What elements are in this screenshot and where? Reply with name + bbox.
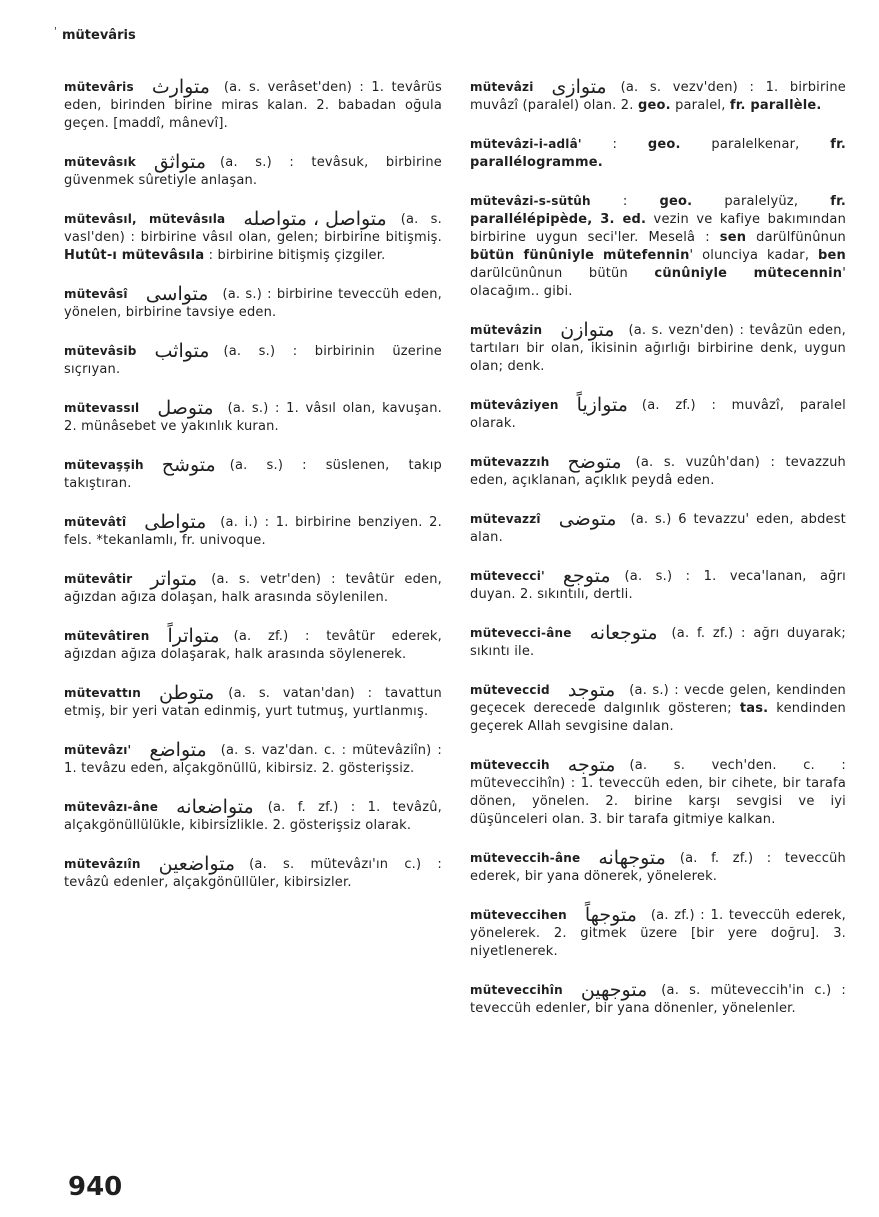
entry-headword: müteveccihîn: [470, 983, 563, 997]
entry-emphasis: fr. parallélépipède, 3. ed.: [470, 194, 846, 227]
entry-headword: mütevâsıl, mütevâsıla: [64, 212, 226, 226]
entry-emphasis: Hutût-ı mütevâsıla: [64, 248, 205, 263]
entry-definition: paralel,: [670, 98, 730, 113]
dictionary-entry: [470, 396, 846, 433]
entry-arabic-script: متوجهانه: [598, 847, 666, 869]
entry-headword: müteveccih-âne: [470, 851, 581, 865]
entry-definition: (a. s. vuzûh'dan) : tevazzuh eden, açıklanan, açıklık peydâ eden.: [470, 455, 846, 488]
entry-definition: :: [622, 194, 660, 209]
dictionary-entry: [64, 570, 442, 607]
dictionary-entry: [470, 453, 846, 490]
entry-definition: (a. i.) : 1. birbirine benziyen. 2. fels. *tekanlamlı, fr. univoque.: [64, 515, 442, 548]
entry-definition: (a. s. müteveccih'in c.) : teveccüh edenler, bir yana dönenler, yönelenler.: [470, 983, 846, 1016]
dictionary-entry: [64, 627, 442, 664]
entry-headword: mütevassıl: [64, 401, 140, 415]
dictionary-entry: [64, 399, 442, 436]
entry-emphasis: fr. parallélogramme.: [470, 137, 847, 170]
header-title: mütevâris: [62, 28, 136, 43]
entry-definition: (a. s. mütevâzı'ın c.) : tevâzû edenler, alçakgönüllüler, kibirsizler.: [64, 857, 442, 890]
entry-definition: (a. s.) : birbirine teveccüh eden, yönelen, birbirine tavsiye eden.: [64, 287, 442, 320]
entry-definition: (a. s.) : 1. vâsıl olan, kavuşan. 2. münâsebet ve yakınlık kuran.: [64, 401, 442, 434]
entry-arabic-script: متواضعانه: [176, 796, 254, 818]
entry-definition: (a. s. vezv'den) : 1. birbirine muvâzî (paralel) olan. 2.: [470, 80, 846, 113]
entry-headword: mütevâris: [64, 80, 134, 94]
entry-definition: (a. s. verâset'den) : 1. tevârüs eden, birinden birine miras kalan. 2. babadan oğula geçen. [maddî, mânevî].: [64, 80, 442, 131]
entry-definition: (a. s. vasl'den) : birbirine vâsıl olan, gelen; birbirine bitişmiş.: [64, 212, 442, 245]
entry-headword: mütevecci': [470, 569, 545, 583]
dictionary-entry: [470, 624, 846, 661]
entry-definition: paralelyüz,: [692, 194, 831, 209]
entry-arabic-script: متوصل: [157, 397, 214, 419]
entry-definition: ' olunciya kadar,: [689, 248, 819, 263]
entry-definition: (a. s. vaz'dan. c. : mütevâziîn) : 1. tevâzu eden, alçakgönüllü, kibirsiz. 2. gösterişsiz.: [64, 743, 442, 776]
dictionary-entry: [64, 855, 442, 892]
page-number: 940: [68, 1172, 123, 1202]
entry-emphasis: mütecennin: [753, 266, 843, 281]
entry-definition: [594, 248, 603, 263]
dictionary-entry: [470, 981, 846, 1018]
entry-headword: mütevazzî: [470, 512, 541, 526]
dictionary-entry: [470, 756, 846, 829]
left-column: [64, 78, 442, 892]
dictionary-entry: [64, 210, 442, 265]
entry-arabic-script: متواثب: [154, 340, 210, 362]
entry-arabic-script: متوجد: [567, 679, 616, 701]
entry-emphasis: sen: [719, 230, 747, 245]
dictionary-entry: [64, 78, 442, 133]
entry-definition: (a. s. vatan'dan) : tavattun etmiş, bir yeri vatan edinmiş, yurt tutmuş, yurtlanmış.: [64, 686, 442, 719]
entry-definition: (a. s. vezn'den) : tevâzün eden, tartıları bir olan, ikisinin ağırlığı birbirine denk, uygun olan; denk.: [470, 323, 846, 374]
entry-definition: ' olacağım.. gibi.: [470, 266, 846, 299]
entry-headword: mütevâsib: [64, 344, 137, 358]
entry-headword: mütevâzi: [470, 80, 534, 94]
dictionary-entry: [470, 510, 846, 547]
dictionary-entry: [470, 192, 846, 301]
entry-headword: mütevâzi-i-adlâ': [470, 137, 582, 151]
entry-headword: müteveccih: [470, 758, 550, 772]
entry-headword: mütevaşşih: [64, 458, 144, 472]
entry-arabic-script: متوشح: [161, 454, 216, 476]
entry-headword: mütevâtî: [64, 515, 127, 529]
entry-headword: mütevâzi-s-sütûh: [470, 194, 591, 208]
entry-definition: (a. f. zf.) : 1. tevâzû, alçakgönüllülükle, kibirsizlikle. 2. gösterişsiz olarak.: [64, 800, 442, 833]
entry-headword: mütevâsık: [64, 155, 136, 169]
entry-definition: darülcünûnun bütün: [470, 266, 655, 281]
entry-emphasis: ben: [818, 248, 846, 263]
entry-arabic-script: متوجعانه: [589, 622, 658, 644]
entry-arabic-script: متواطی: [144, 511, 207, 533]
dictionary-entry: [470, 567, 846, 604]
entry-arabic-script: متواتر: [150, 568, 198, 590]
dictionary-entry: [64, 285, 442, 322]
entry-arabic-script: متوضح: [567, 451, 622, 473]
entry-arabic-script: متواثق: [153, 151, 207, 173]
entry-arabic-script: متوازی: [551, 76, 607, 98]
entry-arabic-script: متوازیاً: [576, 394, 628, 416]
entry-headword: mütevâzı': [64, 743, 132, 757]
entry-definition: (a. f. zf.) : ağrı duyarak; sıkıntı ile.: [470, 626, 846, 659]
entry-definition: (a. s. vetr'den) : tevâtür eden, ağızdan ağıza dolaşan, halk arasında söylenilen.: [64, 572, 442, 605]
entry-emphasis: bütün fünûniyle: [470, 248, 595, 263]
entry-emphasis: mütefennin: [603, 248, 690, 263]
entry-definition: (a. s. vech'den. c. : müteveccihîn) : 1. teveccüh eden, bir cihete, bir tarafa dönen, yönelen. 2. birine karşı sevgisi ve iyi düşünceleri olan. 3. bir tarafa gitmiye kalkan.: [470, 758, 846, 827]
dictionary-entry: [470, 849, 846, 886]
entry-arabic-script: متوضی: [558, 508, 617, 530]
dictionary-entry: [470, 906, 846, 961]
entry-definition: kendinden geçerek Allah sevgisine dalan.: [470, 701, 846, 734]
entry-headword: mütevecci-âne: [470, 626, 572, 640]
entry-emphasis: geo.: [659, 194, 693, 209]
dictionary-entry: [470, 135, 846, 172]
entry-definition: (a. s.) : tevâsuk, birbirine güvenmek sûretiyle anlaşan.: [64, 155, 442, 188]
entry-definition: darülfünûnun: [746, 230, 846, 245]
entry-definition: (a. s.) : vecde gelen, kendinden geçecek derecede dalgınlık gösteren;: [470, 683, 846, 716]
dictionary-entry: [64, 153, 442, 190]
entry-headword: mütevâsî: [64, 287, 128, 301]
right-column: [470, 78, 846, 1018]
entry-headword: mütevâtir: [64, 572, 133, 586]
entry-definition: (a. zf.) : tevâtür ederek, ağızdan ağıza dolaşarak, halk arasında söylenerek.: [64, 629, 442, 662]
entry-definition: paralelkenar,: [680, 137, 831, 152]
entry-definition: (a. s.) : birbirinin üzerine sıçrıyan.: [64, 344, 442, 377]
entry-headword: mütevâzı-âne: [64, 800, 159, 814]
dictionary-entry: [64, 456, 442, 493]
entry-arabic-script: متوجع: [562, 565, 611, 587]
entry-arabic-script: متواسی: [145, 283, 209, 305]
entry-headword: müteveccihen: [470, 908, 567, 922]
entry-arabic-script: متوارث: [151, 76, 210, 98]
entry-definition: (a. f. zf.) : teveccüh ederek, bir yana dönerek, yönelerek.: [470, 851, 846, 884]
dictionary-entry: [64, 798, 442, 835]
entry-arabic-script: متوجهين: [580, 979, 648, 1001]
dictionary-entry: [64, 342, 442, 379]
entry-definition: (a. s.) : süslenen, takıp takıştıran.: [64, 458, 442, 491]
entry-emphasis: tas.: [739, 701, 769, 716]
entry-headword: mütevazzıh: [470, 455, 550, 469]
entry-headword: mütevâzıîn: [64, 857, 141, 871]
entry-definition: : birbirine bitişmiş çizgiler.: [204, 248, 386, 263]
entry-headword: mütevâtiren: [64, 629, 150, 643]
entry-arabic-script: متواضعين: [158, 853, 236, 875]
entry-arabic-script: متوجهاً: [584, 904, 637, 926]
entry-headword: mütevattın: [64, 686, 141, 700]
entry-emphasis: geo.: [647, 137, 681, 152]
entry-definition: vezin ve kafiye bakımından birbirine uygun seci'ler. Meselâ :: [470, 212, 847, 245]
dictionary-entry: [470, 681, 846, 736]
entry-definition: :: [612, 137, 648, 152]
entry-arabic-script: متوطن: [158, 682, 215, 704]
entry-headword: mütevâziyen: [470, 398, 559, 412]
entry-arabic-script: متواصل ، متواصله: [243, 208, 387, 230]
entry-arabic-script: متوجه: [567, 754, 616, 776]
margin-mark: ': [54, 26, 57, 37]
dictionary-entry: [64, 513, 442, 550]
entry-emphasis: geo.: [637, 98, 671, 113]
dictionary-entry: [64, 684, 442, 721]
running-header: [54, 26, 136, 43]
entry-arabic-script: متوازن: [560, 319, 615, 341]
dictionary-entry: [470, 78, 846, 115]
entry-emphasis: fr. parallèle.: [729, 98, 822, 113]
entry-definition: (a. s.) 6 tevazzu' eden, abdest alan.: [470, 512, 846, 545]
dictionary-entry: [64, 741, 442, 778]
entry-definition: (a. s.) : 1. veca'lanan, ağrı duyan. 2. sıkıntılı, dertli.: [470, 569, 846, 602]
entry-emphasis: cünûniyle: [654, 266, 728, 281]
entry-arabic-script: متواتراً: [167, 625, 220, 647]
entry-headword: mütevâzin: [470, 323, 543, 337]
dictionary-entry: [470, 321, 846, 376]
entry-definition: (a. zf.) : 1. teveccüh ederek, yönelerek. 2. gitmek üzere [bir yere doğru]. 3. niyetlenerek.: [470, 908, 846, 959]
entry-arabic-script: متواضع: [149, 739, 207, 761]
entry-definition: [727, 266, 753, 281]
entry-headword: müteveccid: [470, 683, 550, 697]
entry-definition: (a. zf.) : muvâzî, paralel olarak.: [470, 398, 846, 431]
